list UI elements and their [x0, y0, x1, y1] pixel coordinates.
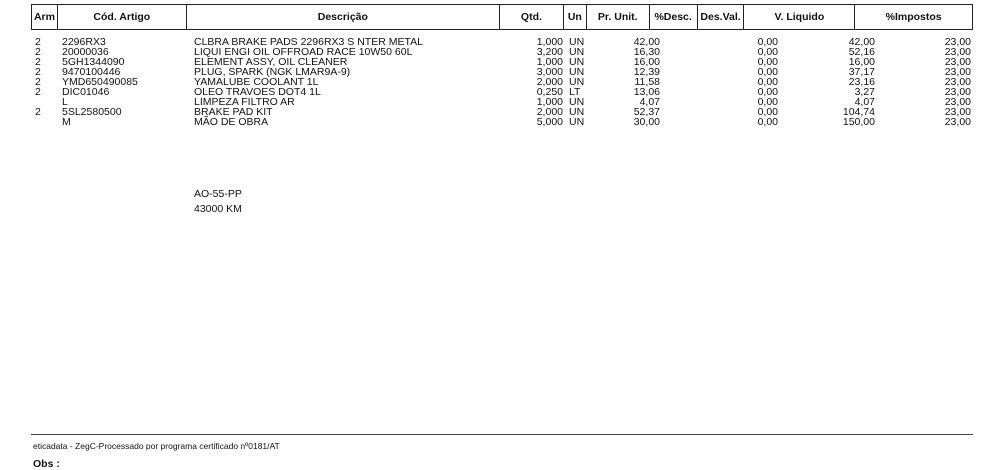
cell-desv: 0,00 [757, 46, 778, 58]
cell-un: UN [569, 46, 585, 58]
col-header-cod: Cód. Artigo [58, 5, 187, 29]
cell-desc: OLEO TRAVOES DOT4 1L [194, 86, 321, 98]
cell-arm: 2 [35, 36, 41, 48]
cell-cod: L [62, 96, 68, 108]
col-header-des-val: Des.Val. [698, 5, 745, 29]
cell-imp: 23,00 [944, 56, 971, 68]
cell-imp: 23,00 [944, 116, 971, 128]
cell-vliq: 4,07 [854, 96, 875, 108]
col-header-desc-pct: %Desc. [650, 5, 698, 29]
cell-desv: 0,00 [757, 116, 778, 128]
cell-desv: 0,00 [757, 36, 778, 48]
cell-un: UN [569, 56, 585, 68]
cell-pr: 30,00 [633, 116, 660, 128]
cell-un: UN [569, 36, 585, 48]
cell-imp: 23,00 [944, 86, 971, 98]
cell-qtd: 1,000 [536, 56, 563, 68]
cell-qtd: 5,000 [536, 116, 563, 128]
cell-vliq: 42,00 [848, 36, 875, 48]
cell-desv: 0,00 [757, 76, 778, 88]
cell-arm: 2 [35, 56, 41, 68]
cell-vliq: 104,74 [842, 106, 875, 118]
cell-qtd: 1,000 [536, 36, 563, 48]
col-header-un: Un [564, 5, 587, 29]
cell-cod: 20000036 [62, 46, 109, 58]
cell-cod: 5GH1344090 [62, 56, 125, 68]
table-header [31, 4, 973, 30]
cell-desv: 0,00 [757, 66, 778, 78]
col-header-pr-unit: Pr. Unit. [587, 5, 650, 29]
cell-arm: 2 [35, 66, 41, 78]
cell-desv: 0,00 [757, 96, 778, 108]
cell-imp: 23,00 [944, 66, 971, 78]
cell-vliq: 37,17 [848, 66, 875, 78]
cell-imp: 23,00 [944, 96, 971, 108]
col-header-v-liquido: V. Liquido [744, 5, 855, 29]
cell-qtd: 3,000 [536, 66, 563, 78]
cell-vliq: 3,27 [854, 86, 875, 98]
cell-cod: YMD650490085 [62, 76, 138, 88]
cell-qtd: 1,000 [536, 96, 563, 108]
note-km: 43000 KM [194, 203, 242, 215]
cell-pr: 16,30 [633, 46, 660, 58]
cell-arm: 2 [35, 106, 41, 118]
cell-un: UN [569, 116, 585, 128]
cell-cod: 2296RX3 [62, 36, 106, 48]
cell-desc: CLBRA BRAKE PADS 2296RX3 S NTER METAL [194, 36, 423, 48]
footer-certification-text: eticadata - ZegC-Processado por programa certificado nº0181/AT [33, 441, 280, 451]
cell-pr: 42,00 [633, 36, 660, 48]
cell-desc: BRAKE PAD KIT [194, 106, 273, 118]
cell-qtd: 2,000 [536, 76, 563, 88]
cell-desc: LIMPEZA FILTRO AR [194, 96, 295, 108]
cell-cod: DIC01046 [62, 86, 110, 98]
cell-imp: 23,00 [944, 106, 971, 118]
cell-pr: 16,00 [633, 56, 660, 68]
cell-qtd: 3,200 [536, 46, 563, 58]
col-header-arm: Arm [32, 5, 58, 29]
col-header-desc: Descrição [187, 5, 500, 29]
cell-cod: 9470100446 [62, 66, 121, 78]
cell-desc: LIQUI ENGI OIL OFFROAD RACE 10W50 60L [194, 46, 413, 58]
cell-un: LT [569, 86, 581, 98]
cell-pr: 12,39 [633, 66, 660, 78]
cell-qtd: 2,000 [536, 106, 563, 118]
table-row [0, 87, 1000, 97]
cell-un: UN [569, 106, 585, 118]
cell-desv: 0,00 [757, 86, 778, 98]
cell-pr: 13,06 [633, 86, 660, 98]
cell-vliq: 52,16 [848, 46, 875, 58]
cell-pr: 4,07 [639, 96, 660, 108]
cell-imp: 23,00 [944, 36, 971, 48]
table-body [0, 37, 1000, 127]
cell-desv: 0,00 [757, 56, 778, 68]
obs-label: Obs : [33, 458, 60, 470]
col-header-impostos: %Impostos [885, 11, 942, 23]
cell-arm: 2 [35, 46, 41, 58]
cell-desv: 0,00 [757, 106, 778, 118]
footer-divider [31, 434, 973, 435]
cell-desc: MÃO DE OBRA [194, 116, 269, 128]
cell-un: UN [569, 76, 585, 88]
cell-qtd: 0,250 [536, 86, 563, 98]
cell-desc: ELEMENT ASSY, OIL CLEANER [194, 56, 348, 68]
table-row [0, 77, 1000, 87]
note-plate: AO-55-PP [194, 188, 242, 200]
cell-vliq: 16,00 [848, 56, 875, 68]
cell-arm: 2 [35, 76, 41, 88]
cell-cod: M [62, 116, 71, 128]
cell-cod: 5SL2580500 [62, 106, 122, 118]
cell-vliq: 23,16 [848, 76, 875, 88]
cell-desc: YAMALUBE COOLANT 1L [194, 76, 319, 88]
cell-desc: PLUG, SPARK (NGK LMAR9A-9) [194, 66, 351, 78]
table-row [0, 117, 1000, 127]
cell-pr: 11,58 [634, 76, 660, 88]
cell-un: UN [569, 66, 585, 78]
cell-imp: 23,00 [944, 76, 971, 88]
cell-imp: 23,00 [944, 46, 971, 58]
col-header-qtd: Qtd. [500, 5, 564, 29]
cell-arm: 2 [35, 86, 41, 98]
cell-pr: 52,37 [633, 106, 660, 118]
cell-un: UN [569, 96, 585, 108]
cell-vliq: 150,00 [842, 116, 875, 128]
